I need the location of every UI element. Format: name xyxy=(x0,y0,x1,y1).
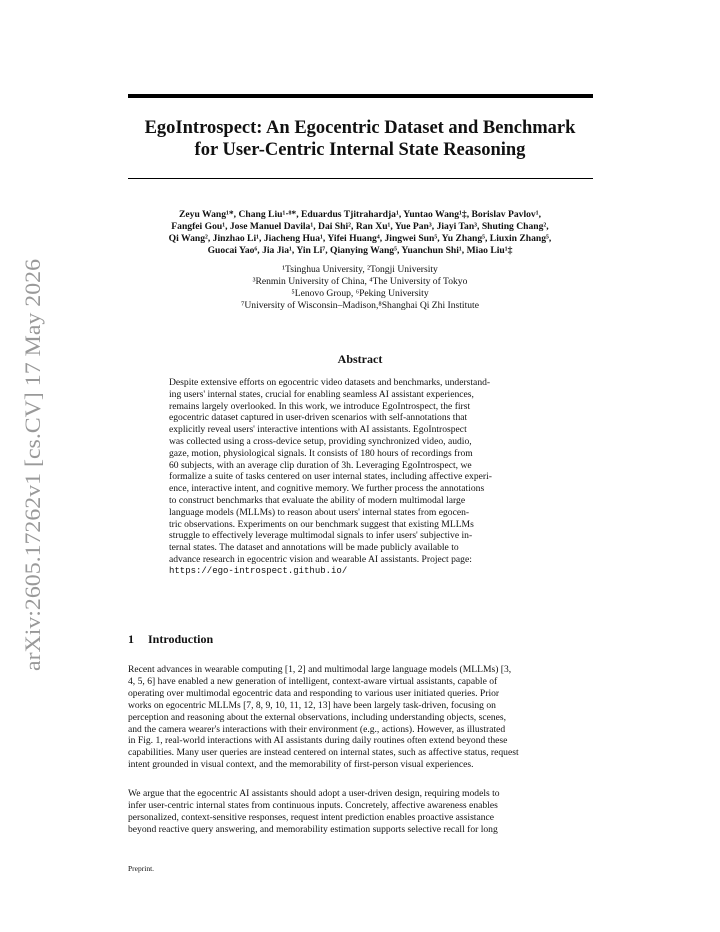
abstract-line: explicitly reveal users' interactive intentions with AI assistants. EgoIntrospect xyxy=(169,424,467,436)
section-title: Introduction xyxy=(148,632,214,646)
body-line: works on egocentric MLLMs [7, 8, 9, 10, 11, 12, 13] have been largely task-driven, focusing on xyxy=(128,699,496,711)
title-top-rule xyxy=(128,94,593,98)
abstract-heading: Abstract xyxy=(337,352,383,366)
body-line: perception and reasoning about the external observations, including understanding objects, scenes, xyxy=(128,711,507,723)
body-line: intent grounded in visual context, and the memorability of first-person visual experiences. xyxy=(128,759,474,771)
body-line: operating over multimodal egocentric data and responding to various user initiated queries. Prior xyxy=(128,687,500,699)
abstract-line: 60 subjects, with an average clip duration of 3h. Leveraging EgoIntrospect, we xyxy=(169,459,472,471)
section-heading-introduction xyxy=(128,632,213,647)
body-line: 4, 5, 6] have enabled a new generation of intelligent, context-aware virtual assistants, capable of xyxy=(128,675,498,687)
title-line: EgoIntrospect: An Egocentric Dataset and Benchmark xyxy=(144,118,576,138)
author-line: Guocai Yao⁶, Jia Jia¹, Yin Li⁷, Qianying Wang⁵, Yuanchun Shi¹, Miao Liu¹‡ xyxy=(207,245,513,256)
intro-paragraph-2 xyxy=(128,788,593,836)
abstract-line: struggle to effectively leverage multimodal signals to infer users' subjective in- xyxy=(169,530,473,542)
author-line: Zeyu Wang¹*, Chang Liu¹·⁸*, Eduardus Tjitrahardja¹, Yuntao Wang¹‡, Borislav Pavlov¹, xyxy=(178,209,541,220)
preprint-footer: Preprint. xyxy=(128,864,155,873)
body-line: We argue that the egocentric AI assistants should adopt a user-driven design, requiring models to xyxy=(128,788,500,799)
body-line: Recent advances in wearable computing [1, 2] and multimodal large language models (MLLMs) [3, xyxy=(128,664,512,675)
author-line: Fangfei Gou¹, Jose Manuel Davila¹, Dai Shi², Ran Xu¹, Yue Pan³, Jiayi Tan³, Shuting Chang², xyxy=(171,221,549,232)
abstract-line: ing users' internal states, crucial for enabling seamless AI assistant experiences, xyxy=(169,388,474,400)
body-line: capabilities. Many user queries are instead centered on internal states, such as affective status, request xyxy=(128,747,519,759)
body-line: and the camera wearer's interactions with their environment (e.g., actions). However, as illustrated xyxy=(128,723,506,735)
abstract-line: remains largely overlooked. In this work, we introduce EgoIntrospect, the first xyxy=(169,400,471,412)
abstract-line: ternal states. The dataset and annotations will be made publicly available to xyxy=(169,542,459,554)
abstract-line: language models (MLLMs) to reason about users' internal states from egocen- xyxy=(169,506,470,518)
affiliation-line: ¹Tsinghua University, ²Tongji University xyxy=(282,264,438,275)
abstract-line: egocentric dataset captured in user-driven scenarios with self-annotations that xyxy=(169,412,468,424)
section-number: 1 xyxy=(128,632,134,646)
author-list xyxy=(110,209,610,257)
abstract-line: gaze, motion, physiological signals. It consists of 180 hours of recordings from xyxy=(169,447,473,459)
author-line: Qi Wang², Jinzhao Li¹, Jiacheng Hua¹, Yifei Huang⁴, Jingwei Sun⁵, Yu Zhang⁵, Liuxin Zhang⁵, xyxy=(168,233,552,244)
intro-paragraph-1 xyxy=(128,664,593,771)
affiliation-line: ⁷University of Wisconsin–Madison,⁸Shanghai Qi Zhi Institute xyxy=(241,300,479,311)
abstract-body xyxy=(169,377,552,578)
paper-title xyxy=(110,117,610,161)
abstract-line: Despite extensive efforts on egocentric video datasets and benchmarks, understand- xyxy=(169,377,491,388)
affiliation-list xyxy=(110,264,610,312)
abstract-line: was collected using a cross-device setup, providing synchronized video, audio, xyxy=(169,435,472,447)
affiliation-line: ³Renmin University of China, ⁴The University of Tokyo xyxy=(252,276,468,287)
title-bottom-rule xyxy=(128,178,593,179)
body-line: in Fig. 1, real-world interactions with AI assistants during daily routines often extend beyond these xyxy=(128,735,508,747)
arxiv-identifier[interactable] xyxy=(8,255,54,675)
abstract-line: formalize a suite of tasks centered on user internal states, including affective experi- xyxy=(169,471,492,483)
project-page-link[interactable]: https://ego-introspect.github.io/ xyxy=(169,565,348,576)
arxiv-identifier-text: arXiv:2605.17262v1 [cs.CV] 17 May 2026 xyxy=(20,290,45,671)
body-line: beyond reactive query answering, and memorability estimation supports selective recall for long xyxy=(128,823,498,835)
abstract-line: ence, interactive intent, and cognitive memory. We further process the annotations xyxy=(169,483,485,495)
arxiv-identifier-svg xyxy=(8,255,54,675)
abstract-line: tric observations. Experiments on our benchmark suggest that existing MLLMs xyxy=(169,518,474,530)
affiliation-line: ⁵Lenovo Group, ⁶Peking University xyxy=(291,288,429,299)
abstract-line: advance research in egocentric vision and wearable AI assistants. Project page: xyxy=(169,553,472,565)
abstract-line: to construct benchmarks that evaluate the ability of modern multimodal large xyxy=(169,494,466,506)
title-line: for User-Centric Internal State Reasoning xyxy=(194,140,526,160)
body-line: infer user-centric internal states from continuous inputs. Concretely, affective awareness enables xyxy=(128,799,498,811)
body-line: personalized, context-sensitive responses, request intent prediction enables proactive assistance xyxy=(128,811,495,823)
